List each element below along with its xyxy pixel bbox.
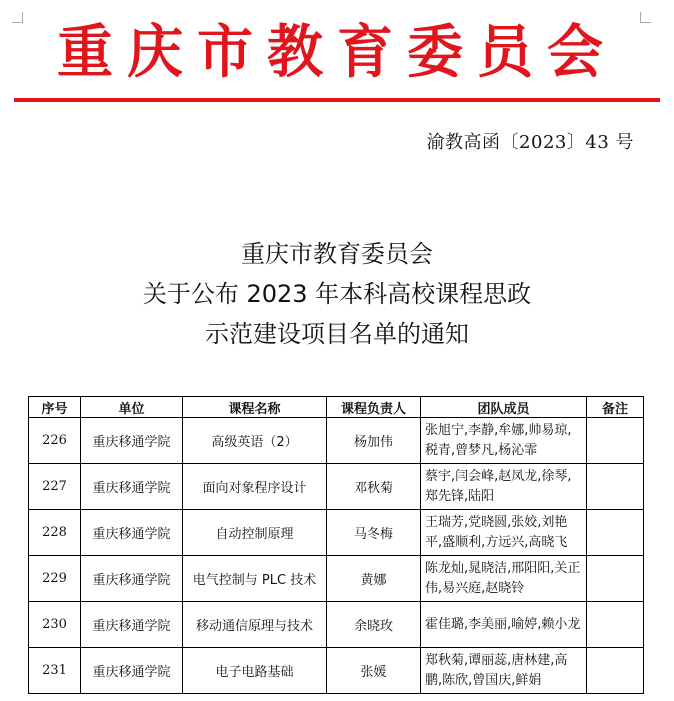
cell-unit: 重庆移通学院 [81,602,183,648]
cell-seq: 229 [29,556,81,602]
cell-course: 电子电路基础 [183,648,327,694]
masthead-red-rule [14,98,660,102]
cell-unit: 重庆移通学院 [81,648,183,694]
header-leader: 课程负责人 [327,397,421,418]
cell-seq: 228 [29,510,81,556]
header-course: 课程名称 [183,397,327,418]
cell-course: 电气控制与 PLC 技术 [183,556,327,602]
header-note: 备注 [587,397,644,418]
header-seq: 序号 [29,397,81,418]
cell-note [587,648,644,694]
table-row [29,510,644,556]
table-header-row [29,397,644,418]
cell-leader: 余晓玫 [327,602,421,648]
document-number: 渝教高函〔2023〕43 号 [426,132,634,153]
title-line-3: 示范建设项目名单的通知 [205,320,469,348]
cell-members: 张旭宁,李静,牟娜,帅易琼,税青,曾梦凡,杨沁霏 [421,418,587,464]
cell-leader: 张媛 [327,648,421,694]
cell-members: 王瑞芳,党晓圆,张姣,刘艳平,盛顺利,方远兴,高晓飞 [421,510,587,556]
cell-seq: 226 [29,418,81,464]
cell-note [587,418,644,464]
cell-leader: 邓秋菊 [327,464,421,510]
cell-course: 高级英语（2） [183,418,327,464]
cell-leader: 杨加伟 [327,418,421,464]
cell-seq: 227 [29,464,81,510]
table-row [29,556,644,602]
cell-unit: 重庆移通学院 [81,464,183,510]
title-line-2: 关于公布 2023 年本科高校课程思政 [142,280,532,308]
cell-unit: 重庆移通学院 [81,510,183,556]
table-row [29,602,644,648]
cell-members: 郑秋菊,谭丽蕊,唐林建,高鹏,陈欣,曾国庆,鲜娟 [421,648,587,694]
cell-members: 陈龙灿,晁晓洁,邢阳阳,关正伟,易兴庭,赵晓铃 [421,556,587,602]
cell-course: 自动控制原理 [183,510,327,556]
table-row [29,418,644,464]
cell-note [587,510,644,556]
cell-unit: 重庆移通学院 [81,418,183,464]
document-title [0,234,674,354]
table-row [29,464,644,510]
cell-course: 面向对象程序设计 [183,464,327,510]
cell-note [587,556,644,602]
masthead-title: 重庆市教育委员会 [57,18,617,86]
title-line-1: 重庆市教育委员会 [241,240,433,268]
cell-leader: 马冬梅 [327,510,421,556]
cell-note [587,602,644,648]
header-members: 团队成员 [421,397,587,418]
cell-members: 霍佳璐,李美丽,喻婷,赖小龙 [421,602,587,648]
cell-note [587,464,644,510]
table-row [29,648,644,694]
cell-leader: 黄娜 [327,556,421,602]
cell-members: 蔡宇,闫会峰,赵凤龙,徐琴,郑先锋,陆阳 [421,464,587,510]
cell-unit: 重庆移通学院 [81,556,183,602]
cell-seq: 231 [29,648,81,694]
project-list-table [28,396,644,694]
header-unit: 单位 [81,397,183,418]
cell-course: 移动通信原理与技术 [183,602,327,648]
cell-seq: 230 [29,602,81,648]
